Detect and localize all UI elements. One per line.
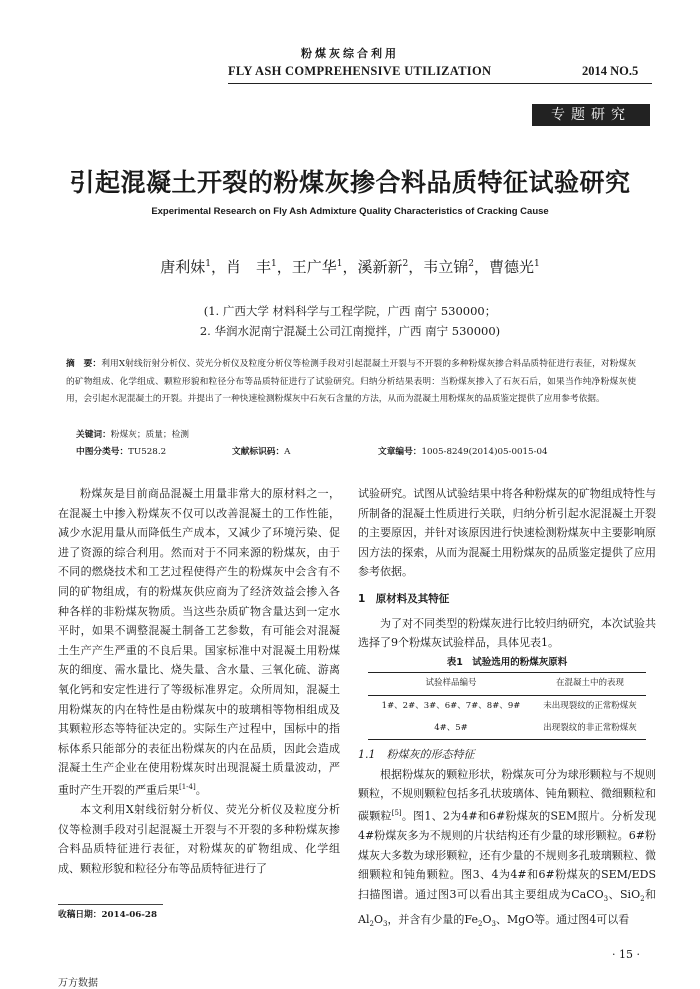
subscript: 3	[382, 919, 388, 928]
issue-number: 2014 NO.5	[582, 64, 639, 78]
table-row	[368, 718, 646, 740]
table-cell: 1#、2#、3#、6#、7#、8#、9#	[381, 700, 521, 711]
paragraph: 为了对不同类型的粉煤灰进行比较归纳研究，本次试验共选择了9个粉煤灰试验样品，具体见表1。	[358, 616, 656, 650]
fly-ash-table	[368, 672, 646, 740]
paragraph: 本文利用X射线衍射分析仪、荧光分析仪及粒度分析仪等检测手段对引起混凝土开裂与不开裂的多种粉煤灰掺合料品质特征进行表征，对粉煤灰的矿物组成、化学组成、颗粒形貌和粒径分布等品质特征进行了	[58, 803, 340, 875]
table-cell: 4#、5#	[434, 722, 468, 733]
author-aff-mark: 2	[468, 259, 475, 269]
citation: [5]	[391, 808, 402, 817]
author-aff-mark: 2	[402, 259, 409, 269]
subscript: 3	[603, 895, 609, 904]
journal-name-en: FLY ASH COMPREHENSIVE UTILIZATION	[228, 64, 492, 78]
journal-name-cn: 粉煤灰综合利用	[301, 47, 399, 60]
table-cell: 未出现裂纹的正常粉煤灰	[543, 700, 637, 711]
keywords-label: 关键词：	[76, 430, 111, 440]
paragraph-text: O	[373, 912, 383, 926]
keywords-text: 粉煤灰；质量；检测	[110, 430, 189, 440]
subsection-heading: 1.1 粉煤灰的形态特征	[358, 748, 475, 762]
doc-code-value: A	[284, 447, 291, 457]
table-header: 试验样品编号	[425, 678, 477, 689]
paragraph-text: 、MgO等。通过图4可以看	[495, 912, 630, 926]
subscript: 2	[477, 919, 483, 928]
page-number: · 15 ·	[612, 948, 640, 961]
abstract-text: 利用X射线衍射分析仪、荧光分析仪及粒度分析仪等检测手段对引起混凝土开裂与不开裂的多种粉煤灰掺合料品质特征进行表征，对粉煤灰的矿物组成、化学组成、颗粒形貌和粒径分布等品质特征进行了试验研究。归纳分析结果表明：当粉煤灰掺入了石灰石后，如果当作纯净粉煤灰使用，会引起水泥混凝土的开裂。并提出了一种快速检测粉煤灰中石灰石含量的方法，从而为混凝土用粉煤灰的品质鉴定提供了应用参考依据。	[66, 359, 637, 404]
author: 曹德光	[489, 258, 535, 276]
table-header: 在混凝土中的表现	[556, 678, 625, 689]
keywords	[76, 428, 189, 440]
paragraph-text: 、SiO	[608, 887, 641, 901]
article-title-cn: 引起混凝土开裂的粉煤灰掺合料品质特征试验研究	[69, 168, 631, 197]
paragraph-text: O	[482, 912, 492, 926]
paragraph: 试验研究。试图从试验结果中将各种粉煤灰的矿物组成特性与所制备的混凝土性质进行关联，归纳分析引起水泥混凝土开裂的主要原因，并针对该原因进行快速检测粉煤灰中主要影响原因方法的探索，从而为混凝土用粉煤灰的品质鉴定提供了应用参考依据。	[358, 487, 656, 579]
author-list: 唐利妹$^1$，肖 丰$^1$，王广华$^1$，溪新新$^2$，韦立锦$^2$，曹德光$^1$	[160, 258, 540, 276]
citation: [1-4]	[179, 782, 196, 791]
paragraph-text: 和Al	[358, 887, 656, 926]
author-aff-mark: 1	[336, 259, 343, 269]
left-column	[58, 484, 340, 879]
table-cell: 出现裂纹的非正常粉煤灰	[543, 722, 637, 733]
received-date: 收稿日期：2014-06-28	[58, 910, 158, 920]
paragraph	[358, 765, 656, 935]
author: 韦立锦	[423, 258, 469, 276]
subscript: 2	[369, 919, 374, 928]
subscript: 2	[640, 895, 645, 904]
affiliation-1: (1. 广西大学 材料科学与工程学院，广西 南宁 530000；	[203, 304, 497, 318]
header-rule	[228, 83, 652, 84]
doc-code-label: 文献标识码：	[232, 447, 285, 457]
affiliation-2: 2. 华润水泥南宁混凝土公司江南搅拌，广西 南宁 530000)	[199, 324, 501, 338]
section-heading: 1 原材料及其特征	[358, 592, 450, 605]
paragraph-text: 。图1、2为4#和6#粉煤灰的SEM照片。分析发现4#粉煤灰多为不规则的片状结构还有少量的球形颗粒。6#粉煤灰大多数为球形颗粒，还有少量的不规则多孔玻璃颗粒、微细颗粒和钝角颗粒。图3、4为4#和6#粉煤灰的SEM/EDS扫描图谱。通过图3可以看出其主要组成为CaCO	[358, 809, 656, 901]
abstract	[66, 356, 636, 409]
author-aff-mark: 1	[534, 259, 540, 269]
clc-number	[76, 445, 166, 457]
author-aff-mark: 1	[270, 259, 277, 269]
table-row	[368, 695, 646, 717]
article-no-value: 1005-8249(2014)05-0015-04	[421, 447, 548, 457]
author-aff-mark: 1	[205, 259, 211, 269]
article-number	[378, 445, 548, 457]
clc-value: TU528.2	[128, 447, 167, 457]
column-badge: 专题研究	[532, 104, 650, 126]
subscript: 3	[491, 919, 496, 928]
table-header-row	[368, 673, 646, 696]
paragraph-text: ，并含有少量的Fe	[387, 912, 478, 926]
table-title: 表1 试验选用的粉煤灰原料	[446, 656, 568, 668]
abstract-label: 摘 要：	[66, 359, 102, 369]
right-column	[358, 484, 656, 935]
article-no-label: 文章编号：	[378, 447, 422, 457]
article-title-en: Experimental Research on Fly Ash Admixture Quality Characteristics of Cracking Cause	[151, 206, 549, 217]
paragraph-text: 粉煤灰是目前商品混凝土用量非常大的原材料之一，在混凝土中掺入粉煤灰不仅可以改善混凝土的工作性能，减少水泥用量从而降低生产成本，又减少了环境污染、促进了资源的综合利用。然而对于不同来源的粉煤灰，由于不同的燃烧技术和工艺过程使得产生的粉煤灰中会含有不同的矿物组成，有的粉煤灰供应商为了经济效益会掺入各种各样的非粉煤灰物质。当这些杂质矿物含量达到一定水平时，如果不调整混凝土制备工艺参数，有可能会对混凝土生产产生严重的不良后果。国家标准中对混凝土用粉煤灰的细度、需水量比、烧失量、含水量、三氧化硫、游离氧化钙和安定性进行了等级标准界定。众所周知，混凝土用粉煤灰的内在特性是由粉煤灰中的玻璃相等物相组成及其颗粒形态等特征决定的。实际生产过程中，国标中的指标体系只能部分的表征出粉煤灰的内在品质，因此会造成混凝土生产企业在使用粉煤灰时出现混凝土质量波动，严重时产生开裂的严重后果	[58, 487, 340, 797]
author: 唐利妹	[160, 258, 206, 276]
author: 溪新新	[357, 258, 403, 276]
footnote-rule	[58, 904, 163, 905]
source-watermark: 万方数据	[58, 978, 98, 989]
paragraph-text: 根据粉煤灰的颗粒形状，粉煤灰可分为球形颗粒与不规则颗粒，不规则颗粒包括多孔状玻璃体、钝角颗粒、微细颗粒和碳颗粒	[358, 767, 656, 823]
document-code	[232, 445, 290, 457]
paragraph	[58, 484, 340, 800]
author: 王广华	[291, 258, 337, 276]
paragraph-text: 。	[195, 783, 207, 797]
author: 肖 丰	[225, 258, 271, 276]
clc-label: 中图分类号：	[76, 447, 129, 457]
